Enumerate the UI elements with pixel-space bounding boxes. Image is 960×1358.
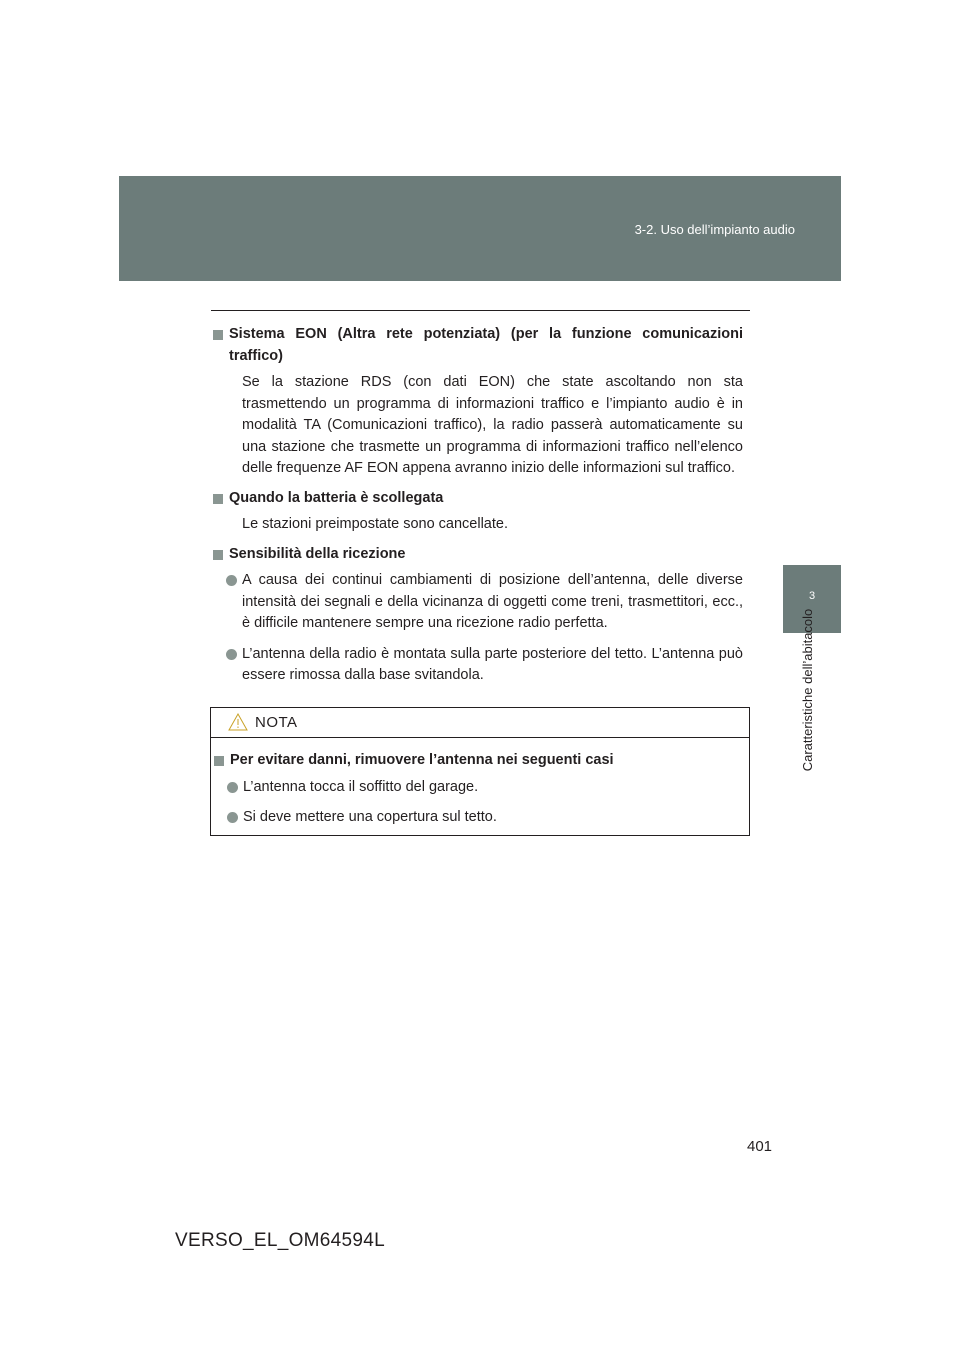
note-heading-text: Per evitare danni, rimuovere l’antenna nei seguenti casi xyxy=(230,752,614,768)
square-bullet-icon xyxy=(214,756,224,766)
square-bullet-icon xyxy=(213,330,223,340)
square-bullet-icon xyxy=(213,550,223,560)
circle-bullet-icon xyxy=(227,782,238,793)
warning-triangle-icon xyxy=(228,713,248,731)
list-item xyxy=(211,644,743,687)
section-heading-text: Quando la batteria è scollegata xyxy=(229,489,444,506)
main-content xyxy=(211,324,743,687)
square-bullet-icon xyxy=(213,494,223,504)
section-heading xyxy=(211,324,743,367)
section-paragraph: Se la stazione RDS (con dati EON) che state ascoltando non sta trasmettendo un programma di informazioni traffico e l’impianto audio è in modalità TA (Comunicazioni traffico), la radio passerà automaticamente su una stazione che trasmette un programma di informazioni traffico nell’elenco delle frequenze AF EON appena avranno inizio delle informazioni sul traffico. xyxy=(242,374,743,476)
note-body xyxy=(212,750,734,829)
note-header xyxy=(211,708,749,738)
page-number: 401 xyxy=(747,1138,773,1155)
section-paragraph: Le stazioni preimpostate sono cancellate. xyxy=(242,516,508,532)
section-title: 3-2. Uso dell’impianto audio xyxy=(634,222,795,237)
circle-bullet-icon xyxy=(227,812,238,823)
list-item xyxy=(212,807,734,829)
list-item xyxy=(211,570,743,635)
list-item-text: L’antenna tocca il soffitto del garage. xyxy=(243,778,479,795)
list-item xyxy=(212,777,734,799)
page-header-bar xyxy=(119,176,841,281)
chapter-title: Caratteristiche dell’abitacolo xyxy=(800,608,815,772)
note-title: NOTA xyxy=(255,714,298,731)
list-item-text: Si deve mettere una copertura sul tetto. xyxy=(243,809,497,825)
section-heading-text: Sistema EON (Altra rete potenziata) (per la funzione comunicazioni traffico) xyxy=(229,326,743,364)
section-heading xyxy=(211,488,743,510)
chapter-number: 3 xyxy=(808,590,816,602)
circle-bullet-icon xyxy=(226,575,237,586)
note-heading xyxy=(212,750,734,772)
section-heading xyxy=(211,544,743,566)
footer-code: VERSO_EL_OM64594L xyxy=(175,1230,385,1251)
top-divider xyxy=(211,310,750,311)
circle-bullet-icon xyxy=(226,649,237,660)
list-item-text: A causa dei continui cambiamenti di posizione dell’antenna, delle diverse intensità dei segnali e della vicinanza di oggetti come treni, trasmettitori, ecc., è difficile mantenere sempre una ricezione radio perfetta. xyxy=(242,572,743,631)
section-heading-text: Sensibilità della ricezione xyxy=(229,545,406,562)
list-item-text: L’antenna della radio è montata sulla parte posteriore del tetto. L’antenna può essere rimossa dalla base svitandola. xyxy=(242,645,743,683)
note-box xyxy=(210,707,750,836)
